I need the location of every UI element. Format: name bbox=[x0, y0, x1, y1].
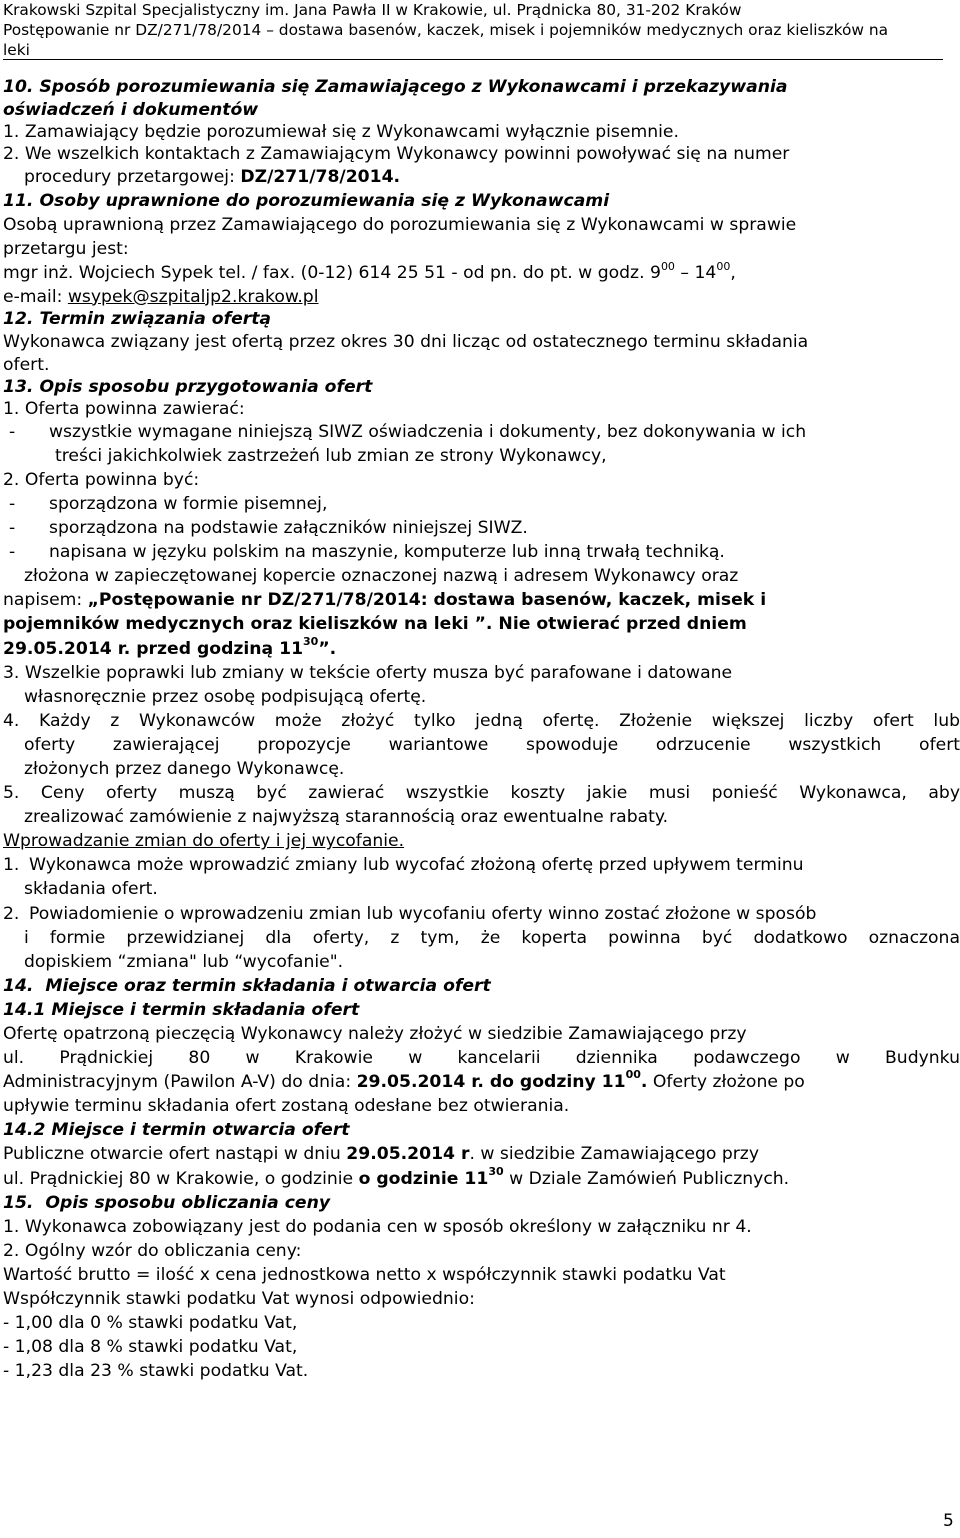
vat-rate-23: - 1,23 dla 23 % stawki podatku Vat. bbox=[3, 1361, 309, 1382]
section-13-dash-2: - sporządzona w formie pisemnej, bbox=[9, 493, 328, 514]
section-13-point-4-cont-2: złożonych przez danego Wykonawcę. bbox=[24, 758, 345, 779]
section-14-2-title: 14.2 Miejsce i termin otwarcia ofert bbox=[3, 1120, 350, 1141]
section-11-line-2: przetargu jest: bbox=[3, 239, 129, 260]
section-11-line-1: Osobą uprawnioną przez Zamawiającego do porozumiewania się z Wykonawcami w sprawie bbox=[3, 215, 797, 236]
section-13-dash-1-cont: treści jakichkolwiek zastrzeżeń lub zmian ze strony Wykonawcy, bbox=[55, 445, 607, 466]
section-11-contact: mgr inż. Wojciech Sypek tel. / fax. (0-12) 614 25 51 - od pn. do pt. w godz. $9^{00} - 14^{00}$, bbox=[3, 259, 736, 284]
section-15-line-2: 2. Ogólny wzór do obliczania ceny: bbox=[3, 1240, 302, 1261]
section-14-1-line-2: ul. Prądnickiej 80 w Krakowie w kancelarii dziennika podawczego w Budynku bbox=[3, 1048, 960, 1069]
section-14-1-line-3: Administracyjnym (Pawilon A-V) do dnia: 29.05.2014 r. do godziny $11^{00}$. Oferty złożone po bbox=[3, 1068, 805, 1093]
document-body bbox=[3, 75, 960, 1383]
section-10-point-2: 2. We wszelkich kontaktach z Zamawiającym Wykonawcy powinni powoływać się na numer bbox=[3, 144, 790, 165]
section-13-envelope-3: pojemników medycznych oraz kieliszków na leki ”. Nie otwierać przed dniem bbox=[3, 614, 747, 635]
vat-rate-0: - 1,00 dla 0 % stawki podatku Vat, bbox=[3, 1313, 298, 1334]
section-13-dash-1: - wszystkie wymagane niniejszą SIWZ oświadczenia i dokumenty, bez dokonywania w ich bbox=[9, 421, 807, 442]
section-13-point-4: 4. Każdy z Wykonawców może złożyć tylko jedną ofertę. Złożenie większej liczby ofert lub bbox=[3, 710, 960, 731]
section-13-point-1: 1. Oferta powinna zawierać: bbox=[3, 398, 245, 419]
section-15-formula: Wartość brutto = ilość x cena jednostkowa netto x współczynnik stawki podatku Vat bbox=[3, 1264, 726, 1285]
changes-point-1-cont: składania ofert. bbox=[24, 879, 158, 900]
section-10-point-1: 1. Zamawiający będzie porozumiewał się z Wykonawcami wyłącznie pisemnie. bbox=[3, 122, 679, 143]
section-14-1-line-1: Ofertę opatrzoną pieczęcią Wykonawcy należy złożyć w siedzibie Zamawiającego przy bbox=[3, 1024, 747, 1044]
changes-point-2-cont-2: dopiskiem “zmiana" lub “wycofanie". bbox=[24, 951, 344, 972]
header-line-3: leki bbox=[3, 41, 30, 59]
section-10-point-2-cont: procedury przetargowej: DZ/271/78/2014. bbox=[24, 167, 401, 188]
section-15-title: 15. Opis sposobu obliczania ceny bbox=[3, 1192, 331, 1213]
section-13-point-5-cont: zrealizować zamówienie z najwyższą starannością oraz ewentualne rabaty. bbox=[24, 807, 669, 828]
changes-point-2-cont-1: i formie przewidzianej dla oferty, z tym, że koperta powinna być dodatkowo oznaczona bbox=[24, 927, 960, 948]
section-13-envelope-1: złożona w zapieczętowanej kopercie oznaczonej nazwą i adresem Wykonawcy oraz bbox=[24, 566, 739, 587]
changes-heading: Wprowadzanie zmian do oferty i jej wycofanie. bbox=[3, 831, 405, 852]
header-divider bbox=[3, 59, 943, 60]
header-line-2: Postępowanie nr DZ/271/78/2014 – dostawa basenów, kaczek, misek i pojemników medycznych oraz kieliszków na bbox=[3, 21, 889, 39]
section-15-line-4: Współczynnik stawki podatku Vat wynosi odpowiednio: bbox=[3, 1289, 475, 1310]
section-12-line-2: ofert. bbox=[3, 354, 50, 375]
changes-point-2: 2. Powiadomienie o wprowadzeniu zmian lub wycofaniu oferty winno zostać złożone w sposób bbox=[3, 903, 817, 924]
section-13-envelope-2: napisem: „Postępowanie nr DZ/271/78/2014: dostawa basenów, kaczek, misek i bbox=[3, 590, 767, 611]
section-13-point-3-cont: własnoręcznie przez osobę podpisującą ofertę. bbox=[24, 686, 427, 707]
section-12-line-1: Wykonawca związany jest ofertą przez okres 30 dni licząc od ostatecznego terminu składania bbox=[3, 331, 809, 352]
section-14-title: 14. Miejsce oraz termin składania i otwarcia ofert bbox=[3, 975, 491, 996]
section-13-envelope-4: 29.05.2014 r. przed godziną $11^{30}$”. bbox=[3, 634, 337, 659]
section-13-title: 13. Opis sposobu przygotowania ofert bbox=[3, 376, 373, 397]
page-header bbox=[3, 0, 953, 60]
changes-point-1: 1. Wykonawca może wprowadzić zmiany lub wycofać złożoną ofertę przed upływem terminu bbox=[3, 855, 804, 876]
section-11-email: e-mail: wsypek@szpitaljp2.krakow.pl bbox=[3, 286, 319, 307]
procedure-number: DZ/271/78/2014. bbox=[240, 167, 401, 188]
section-14-1-title: 14.1 Miejsce i termin składania ofert bbox=[3, 999, 360, 1020]
section-14-2-line-2: ul. Prądnickiej 80 w Krakowie, o godzinie o godzinie $11^{30}$ w Dziale Zamówień Publicznych. bbox=[3, 1164, 790, 1189]
email-link[interactable]: wsypek@szpitaljp2.krakow.pl bbox=[67, 286, 319, 307]
section-12-title: 12. Termin związania ofertą bbox=[3, 308, 272, 329]
section-15-line-1: 1. Wykonawca zobowiązany jest do podania cen w sposób określony w załączniku nr 4. bbox=[3, 1216, 752, 1237]
vat-rate-8: - 1,08 dla 8 % stawki podatku Vat, bbox=[3, 1337, 298, 1358]
section-14-1-line-4: upływie terminu składania ofert zostaną odesłane bez otwierania. bbox=[3, 1096, 570, 1117]
section-11-title: 11. Osoby uprawnione do porozumiewania się z Wykonawcami bbox=[3, 191, 610, 212]
section-13-point-3: 3. Wszelkie poprawki lub zmiany w tekście oferty musza być parafowane i datowane bbox=[3, 662, 733, 683]
header-line-1: Krakowski Szpital Specjalistyczny im. Jana Pawła II w Krakowie, ul. Prądnicka 80, 31-202 Kraków bbox=[3, 1, 742, 19]
section-13-dash-3: - sporządzona na podstawie załączników niniejszej SIWZ. bbox=[9, 518, 528, 539]
section-13-point-2: 2. Oferta powinna być: bbox=[3, 469, 200, 490]
section-10-title-line2: oświadczeń i dokumentów bbox=[3, 100, 259, 121]
section-13-point-5: 5. Ceny oferty muszą być zawierać wszystkie koszty jakie musi ponieść Wykonawca, aby bbox=[3, 783, 960, 804]
page-number: 5 bbox=[943, 1511, 954, 1531]
section-13-dash-4: - napisana w języku polskim na maszynie, komputerze lub inną trwałą techniką. bbox=[9, 542, 725, 563]
section-13-point-4-cont-1: oferty zawierającej propozycje wariantowe spowoduje odrzucenie wszystkich ofert bbox=[24, 734, 960, 755]
section-10-title-line1: 10. Sposób porozumiewania się Zamawiającego z Wykonawcami i przekazywania bbox=[3, 77, 788, 97]
section-14-2-line-1: Publiczne otwarcie ofert nastąpi w dniu 29.05.2014 r. w siedzibie Zamawiającego przy bbox=[3, 1144, 760, 1165]
